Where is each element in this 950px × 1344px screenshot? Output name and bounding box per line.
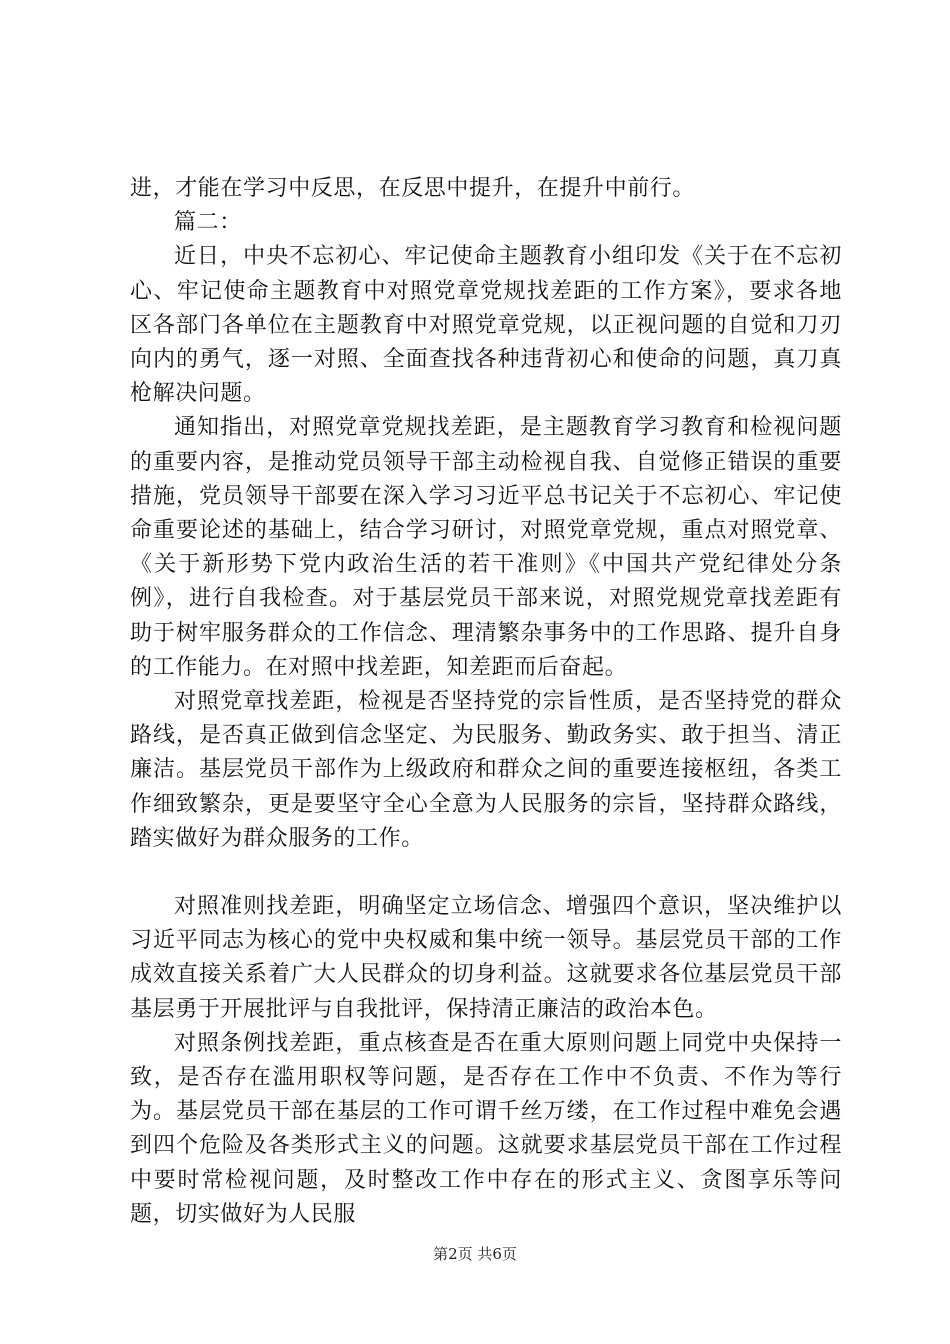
paragraph: 对照党章找差距，检视是否坚持党的宗旨性质，是否坚持党的群众路线，是否真正做到信念坚定、为民服务、勤政务实、敢于担当、清正廉洁。基层党员干部作为上级政府和群众之间的重要连接枢纽，各类工作细致繁杂，更是要坚守全心全意为人民服务的宗旨，坚持群众路线，踏实做好为群众服务的工作。 <box>130 689 842 851</box>
paragraph: 对照准则找差距，明确坚定立场信念、增强四个意识，坚决维护以习近平同志为核心的党中央权威和集中统一领导。基层党员干部的工作成效直接关系着广大人民群众的切身利益。这就要求各位基层党员干部基层勇于开展批评与自我批评，保持清正廉洁的政治本色。 <box>130 894 842 1022</box>
paragraph: 近日，中央不忘初心、牢记使命主题教育小组印发《关于在不忘初心、牢记使命主题教育中对照党章党规找差距的工作方案》，要求各地区各部门各单位在主题教育中对照党章党规，以正视问题的自觉和刀刃向内的勇气，逐一对照、全面查找各种违背初心和使命的问题，真刀真枪解决问题。 <box>130 244 842 407</box>
paragraph: 通知指出，对照党章党规找差距，是主题教育学习教育和检视问题的重要内容，是推动党员领导干部主动检视自我、自觉修正错误的重要措施，党员领导干部要在深入学习习近平总书记关于不忘初心、牢记使命重要论述的基础上，结合学习研讨，对照党章党规，重点对照党章、《关于新形势下党内政治生活的若干准则》《中国共产党纪律处分条例》，进行自我检查。对于基层党员干部来说，对照党规党章找差距有助于树牢服务群众的工作信念、理清繁杂事务中的工作思路、提升自身的工作能力。在对照中找差距，知差距而后奋起。 <box>130 415 842 680</box>
paragraph: 对照条例找差距，重点核查是否在重大原则问题上同党中央保持一致，是否存在滥用职权等问题，是否存在工作中不负责、不作为等行为。基层党员干部在基层的工作可谓千丝万缕，在工作过程中难免会遇到四个危险及各类形式主义的问题。这就要求基层党员干部在工作过程中要时常检视问题，及时整改工作中存在的形式主义、贪图享乐等问题，切实做好为人民服 <box>130 1030 842 1227</box>
document-body <box>130 172 842 1232</box>
section-heading: 篇二： <box>174 210 242 236</box>
page-number-footer: 第2页 共6页 <box>433 1245 517 1263</box>
paragraph-continuation: 进，才能在学习中反思，在反思中提升，在提升中前行。 <box>130 176 696 201</box>
